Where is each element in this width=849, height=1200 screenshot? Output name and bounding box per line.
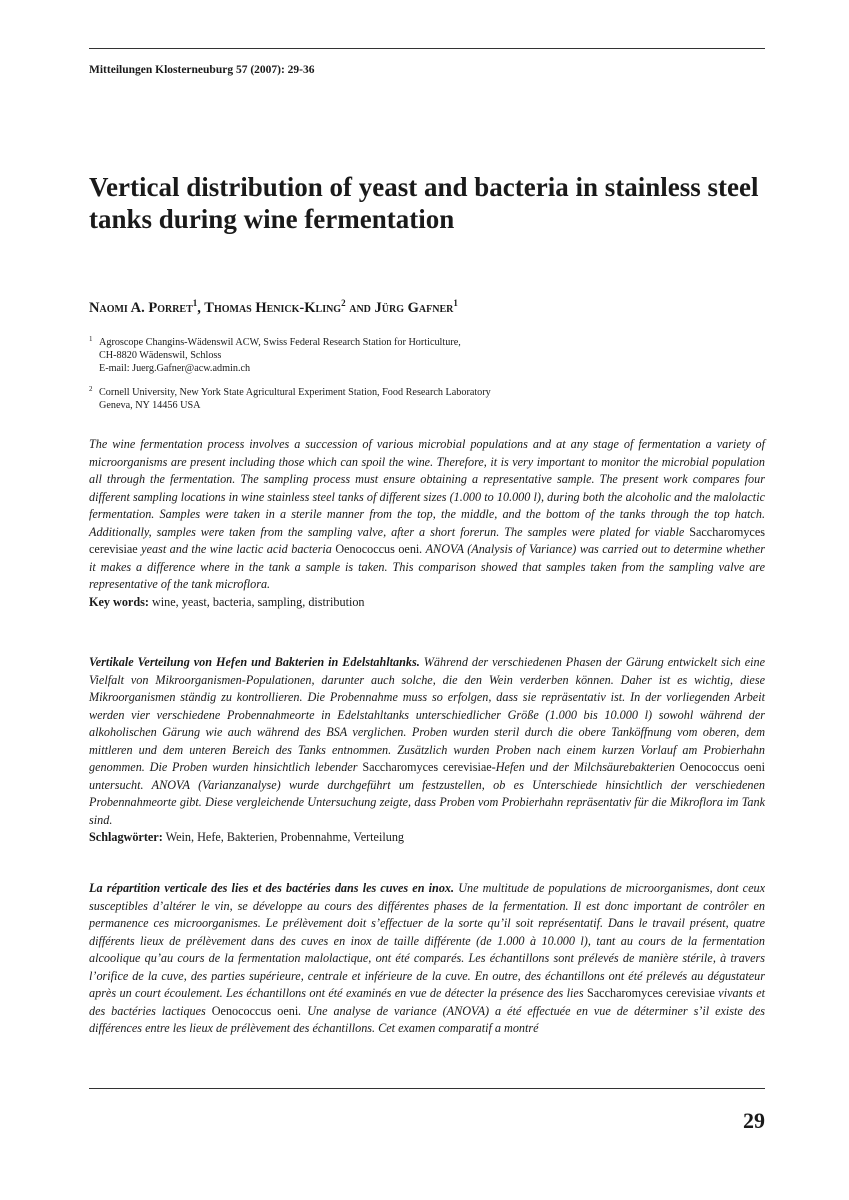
species-name: Saccharomyces cerevisiae	[586, 986, 715, 1000]
paper-title: Vertical distribution of yeast and bacteria in stainless steel tanks during wine fermentation	[89, 172, 759, 234]
abstract-german	[89, 654, 765, 847]
affiliation	[89, 386, 491, 412]
species-name: Saccharomyces cerevisiae	[89, 524, 765, 556]
author-list	[89, 298, 458, 317]
author-affiliation-mark: 1	[192, 298, 198, 308]
species-name: Oenococcus oeni	[335, 542, 420, 556]
bottom-rule	[89, 1088, 765, 1089]
author-affiliation-mark: 1	[453, 298, 458, 308]
abstract-french-text: La répartition verticale des lies et des bactéries dans les cuves en inox. Une multitude de populations de microorganismes, dont ceux susceptibles d’altérer le vin, se développe au cours des différentes phases de la fermentation. Il est donc important de contrôler en permanence ces microorganismes. Le prélèvement doit s’effectuer de la sorte qu’il soit représentatif. Dans le travail présent, quatre différents lieux de prélèvement dans des cuves en inox de taille différente (de 1.000 à 10.000 l), tant au cours de la fermentation alcoolique qu’au cours de la fermentation malolactique, ont été comparés. Les échantillons sont prélevés de manière stérile, à travers l’orifice de la cuve, des parties supérieure, centrale et inférieure de la cuve. En outre, des échantillons ont été prélevés au dégustateur après un court écoulement. Les échantillons ont été examinés en vue de détecter la présence des lies Saccharomyces cerevisiae vivants et des bactéries lactiques Oenococcus oeni. Une analyse de variance (ANOVA) a été effectuée en vue de déterminer s’il existe des différences entre les lieux de prélèvement des échantillons. Cet examen comparatif a montré	[89, 881, 766, 1035]
abstract-english-text: The wine fermentation process involves a succession of various microbial populations and at any stage of fermentation a variety of microorganisms are present including those which can spoil the wine. Therefore, it is very important to monitor the microbial population all through the fermentation. The sampling process must ensure obtaining a representative sample. The present work compares four different sampling locations in wine stainless steel tanks of different sizes (1.000 to 10.000 l), during both the alcoholic and the malolactic fermentation. Samples were taken in a sterile manner from the top, the middle, and the bottom of the tanks through the top hatch. Additionally, samples were taken from the sampling valve, after a short forerun. The samples were plated for viable Saccharomyces cerevisiae yeast and the wine lactic acid bacteria Oenococcus oeni. ANOVA (Analysis of Variance) was carried out to determine whether it makes a difference where in the tank a sample is taken. This comparison showed that samples taken from the sampling valve are representative of the tank microflora.	[89, 437, 766, 591]
author-name: Naomi A. Porret	[89, 299, 193, 316]
affiliation-line: Geneva, NY 14456 USA	[99, 400, 201, 411]
keywords-text: wine, yeast, bacteria, sampling, distribution	[148, 594, 365, 609]
page-number: 29	[743, 1108, 765, 1133]
abstract-german-title: Vertikale Verteilung von Hefen und Bakterien in Edelstahltanks.	[89, 655, 420, 669]
affiliation-number: 1	[89, 335, 93, 343]
abstract-french	[89, 880, 765, 1038]
keywords-label: Key words:	[89, 594, 149, 609]
author-name: Thomas Henick-Kling	[204, 299, 342, 316]
author-separator: ,	[197, 299, 205, 316]
species-name: Oenococcus oeni	[211, 1003, 299, 1018]
keywords	[89, 829, 765, 847]
author-affiliation-mark: 2	[341, 298, 346, 308]
top-rule	[89, 48, 765, 49]
keywords-label: Schlagwörter:	[89, 830, 163, 844]
affiliation-line: CH-8820 Wädenswil, Schloss	[99, 350, 222, 361]
journal-header: Mitteilungen Klosterneuburg 57 (2007): 29-36	[89, 64, 315, 76]
affiliation-line: Agroscope Changins-Wädenswil ACW, Swiss Federal Research Station for Horticulture,	[99, 337, 461, 348]
abstract-german-text: Vertikale Verteilung von Hefen und Bakterien in Edelstahltanks. Während der verschiedenen Phasen der Gärung entwickelt sich eine Vielfalt von Mikroorganismen-Populationen, darunter auch solche, die den Wein verderben können. Daher ist es wichtig, diese Mikroorganismen ständig zu kontrollieren. Die Probennahme muss so erfolgen, dass sie repräsentativ ist. In der vorliegenden Arbeit werden vier verschiedene Probennahmeorte in Edelstahltanks unterschiedlicher Größe (1.000 bis 10.000 l) sowohl während der alkoholischen Gärung wie auch während des BSA verglichen. Proben wurden steril durch die obere Tanköffnung vom oberen, dem mittleren und dem unteren Bereich des Tanks entnommen. Zusätzlich wurden Proben nach einem kurzen Vorlauf am Probierhahn genommen. Die Proben wurden hinsichtlich lebender Saccharomyces cerevisiae-Hefen und der Milchsäurebakterien Oenococcus oeni untersucht. ANOVA (Varianzanalyse) wurde durchgeführt um festzustellen, ob es Unterschiede hinsichtlich der verschiedenen Probennahmeorte gibt. Diese vergleichende Untersuchung zeigte, dass Proben vom Probierhahn repräsentativ für die Mikroflora im Tank sind.	[89, 655, 766, 827]
abstract-english	[89, 436, 765, 611]
keywords	[89, 594, 765, 612]
affiliation-number: 2	[89, 385, 93, 393]
affiliation-line: Cornell University, New York State Agricultural Experiment Station, Food Research Laboratory	[99, 387, 491, 398]
affiliation	[89, 336, 461, 375]
author-conjunction: and	[345, 299, 375, 316]
keywords-text: Wein, Hefe, Bakterien, Probennahme, Verteilung	[162, 830, 405, 844]
author-name: Jürg Gafner	[374, 299, 454, 316]
affiliation-email: E-mail: Juerg.Gafner@acw.admin.ch	[99, 363, 251, 374]
abstract-french-title: La répartition verticale des lies et des bactéries dans les cuves en inox.	[89, 881, 455, 895]
species-name: Saccharomyces cerevisiae	[362, 760, 492, 774]
species-name: Oenococcus oeni	[679, 760, 766, 774]
